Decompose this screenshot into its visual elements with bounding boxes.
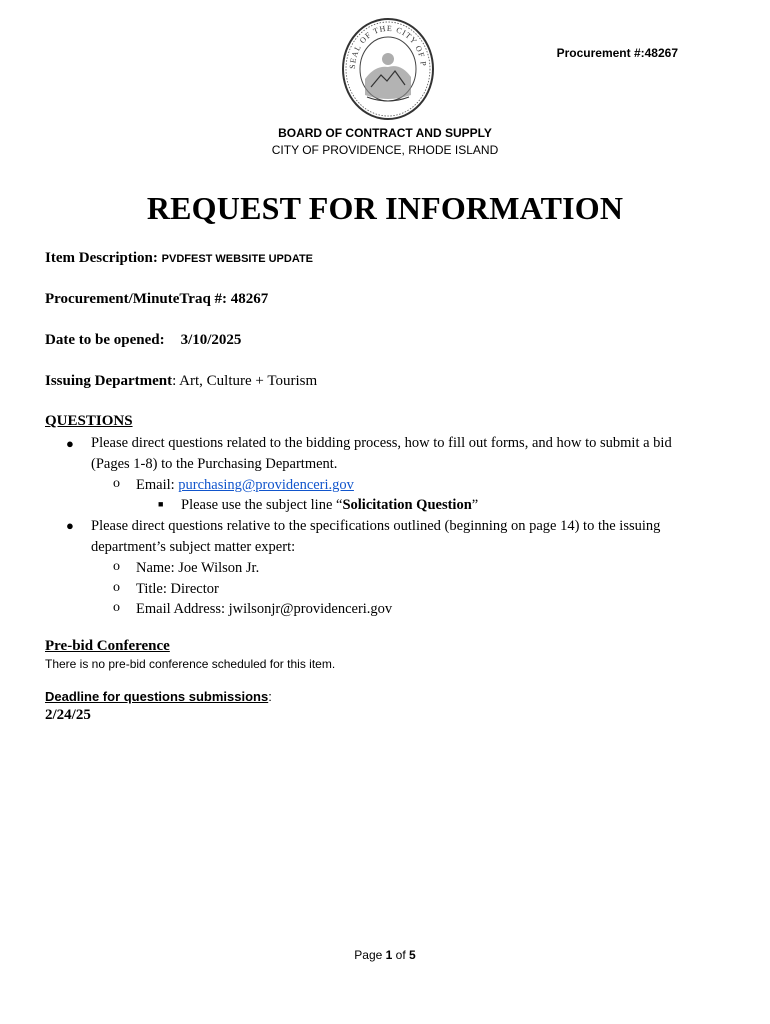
- bullet-2-line-2: department’s subject matter expert:: [91, 539, 296, 555]
- circle-bullet-icon: o: [113, 600, 120, 615]
- purchasing-email-link[interactable]: purchasing@providenceri.gov: [178, 477, 354, 493]
- city-seal: [341, 17, 435, 121]
- email-label: Email:: [136, 477, 179, 493]
- date-value: 3/10/2025: [180, 332, 242, 348]
- bullet-icon: ●: [66, 518, 74, 533]
- purchasing-email-line: [136, 477, 354, 494]
- bullet-1-line-2: (Pages 1-8) to the Purchasing Department.: [91, 456, 338, 472]
- procurement-number: Procurement #:48267: [556, 46, 678, 60]
- page-middle: of: [392, 948, 410, 962]
- bullet-2-line-1: Please direct questions relative to the specifications outlined (beginning on page 14) to the issuing: [91, 518, 661, 534]
- item-description-value: PVDFEST WEBSITE UPDATE: [161, 253, 314, 265]
- page-prefix: Page: [354, 948, 386, 962]
- bullet-icon: ●: [66, 436, 74, 451]
- circle-bullet-icon: o: [113, 559, 120, 574]
- prebid-text: There is no pre-bid conference scheduled for this item.: [45, 657, 336, 671]
- department-value: : Art, Culture + Tourism: [172, 373, 318, 389]
- subject-suffix: ”: [471, 497, 479, 513]
- circle-bullet-icon: o: [113, 580, 120, 595]
- page-number: [0, 948, 770, 962]
- circle-bullet-icon: o: [113, 476, 120, 491]
- procurement-minutetraq-label: Procurement/MinuteTraq #: 48267: [45, 291, 269, 307]
- city-name: CITY OF PROVIDENCE, RHODE ISLAND: [271, 143, 499, 157]
- questions-heading: QUESTIONS: [45, 413, 133, 429]
- deadline-date: 2/24/25: [45, 707, 91, 723]
- contact-email: Email Address: jwilsonjr@providenceri.gov: [136, 601, 393, 617]
- deadline-heading-text: Deadline for questions submissions: [45, 689, 269, 704]
- board-name: BOARD OF CONTRACT AND SUPPLY: [278, 126, 492, 140]
- bullet-1-line-1: Please direct questions related to the bidding process, how to fill out forms, and how to submit a bid: [91, 435, 672, 451]
- procurement-minutetraq: [45, 291, 268, 308]
- page-current: 1: [385, 948, 393, 962]
- issuing-department: [45, 373, 317, 390]
- seal-text: SEAL OF THE CITY OF P: [347, 23, 428, 70]
- deadline-heading: [45, 689, 272, 704]
- item-description: [45, 250, 313, 267]
- department-label: Issuing Department: [45, 373, 173, 389]
- subject-line-instruction: [181, 497, 478, 514]
- subject-prefix: Please use the subject line “: [181, 497, 343, 513]
- subject-bold: Solicitation Question: [342, 497, 472, 513]
- page-total: 5: [409, 948, 416, 962]
- deadline-colon: :: [268, 689, 272, 704]
- square-bullet-icon: ■: [158, 499, 164, 509]
- document-title: REQUEST FOR INFORMATION: [146, 190, 624, 226]
- item-description-label: Item Description:: [45, 250, 162, 266]
- prebid-heading: Pre-bid Conference: [45, 638, 170, 654]
- date-label: Date to be opened:: [45, 332, 165, 348]
- contact-name: Name: Joe Wilson Jr.: [136, 560, 260, 576]
- contact-title: Title: Director: [136, 581, 219, 597]
- date-to-be-opened: [45, 332, 241, 349]
